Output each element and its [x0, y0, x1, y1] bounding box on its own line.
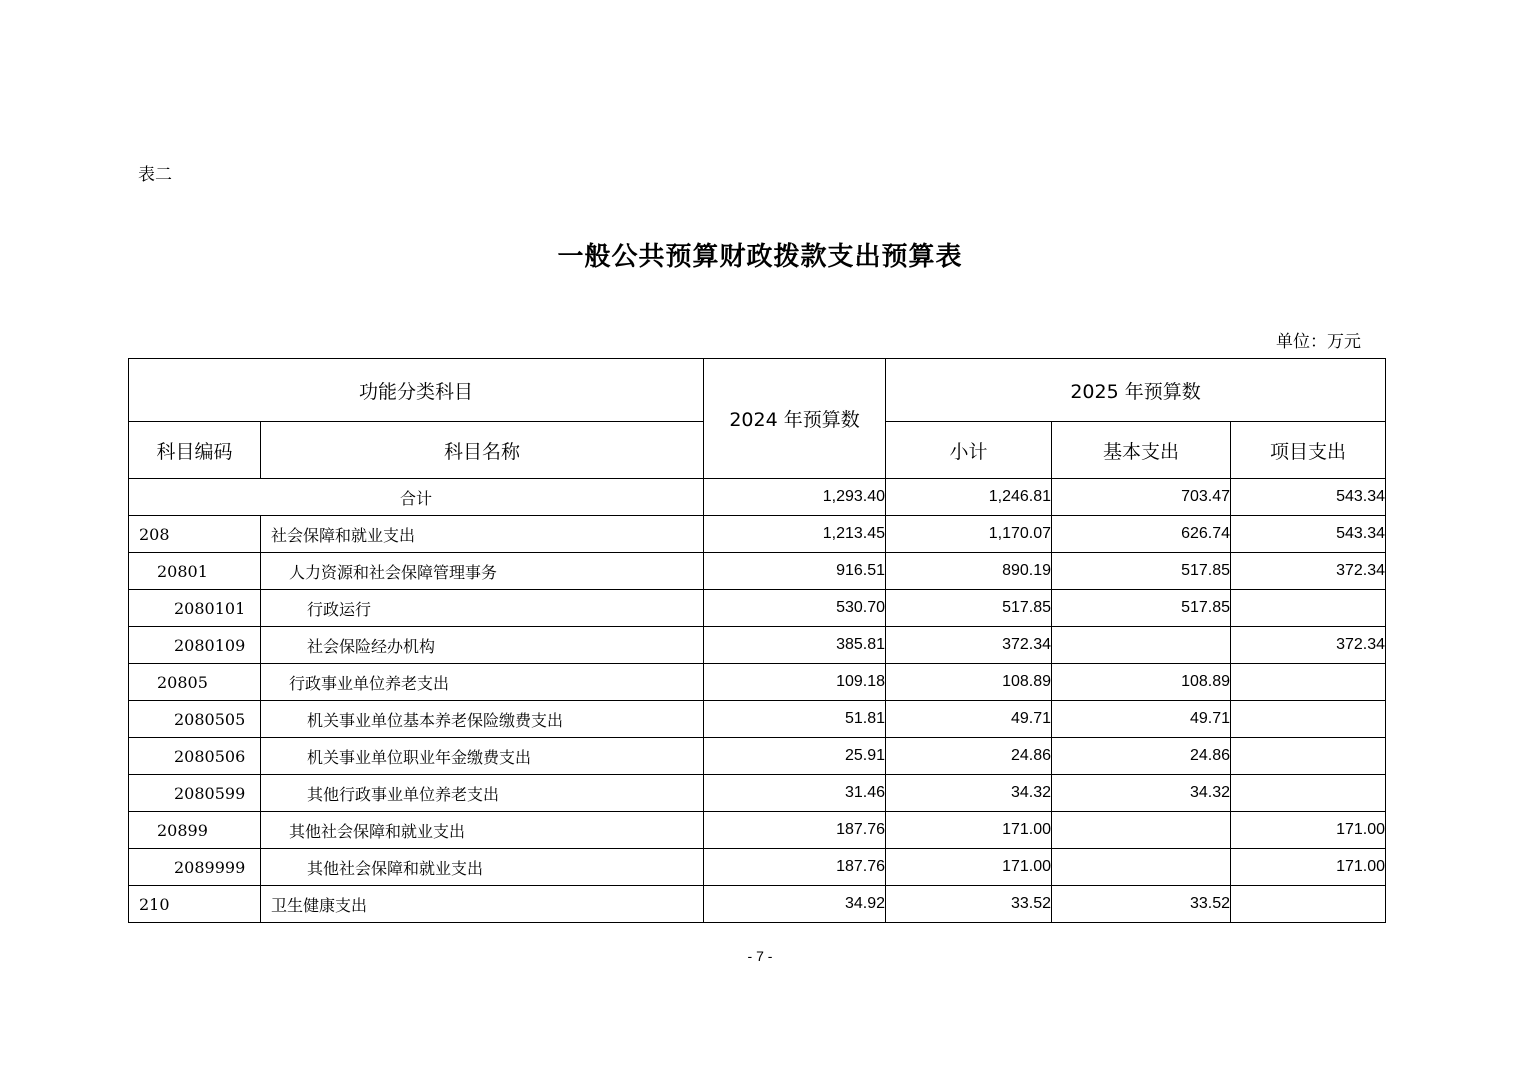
- row-budget-2024: 385.81: [704, 627, 886, 664]
- row-budget-2024: 31.46: [704, 775, 886, 812]
- total-budget-2024: 1,293.40: [704, 479, 886, 516]
- row-basic: 517.85: [1052, 590, 1231, 627]
- header-budget-2025: 2025 年预算数: [886, 359, 1386, 422]
- row-project: [1231, 886, 1386, 923]
- row-project: [1231, 590, 1386, 627]
- row-budget-2024: 51.81: [704, 701, 886, 738]
- row-subtotal: 171.00: [886, 812, 1052, 849]
- row-code: 2080101: [129, 590, 261, 627]
- total-label: 合计: [129, 479, 704, 516]
- row-code: 20899: [129, 812, 261, 849]
- row-budget-2024: 34.92: [704, 886, 886, 923]
- table-row: [129, 590, 1386, 627]
- table-row: [129, 886, 1386, 923]
- row-project: 171.00: [1231, 849, 1386, 886]
- row-subtotal: 33.52: [886, 886, 1052, 923]
- row-code: 2080599: [129, 775, 261, 812]
- row-subtotal: 372.34: [886, 627, 1052, 664]
- row-subtotal: 171.00: [886, 849, 1052, 886]
- row-name: 行政运行: [261, 590, 704, 627]
- table-row: [129, 738, 1386, 775]
- row-basic: [1052, 812, 1231, 849]
- row-name: 其他社会保障和就业支出: [261, 812, 704, 849]
- page-title: 一般公共预算财政拨款支出预算表: [557, 242, 963, 272]
- page-number: - 7 -: [747, 948, 773, 964]
- row-basic: 34.32: [1052, 775, 1231, 812]
- total-basic: 703.47: [1052, 479, 1231, 516]
- row-code: 2089999: [129, 849, 261, 886]
- row-basic: 108.89: [1052, 664, 1231, 701]
- table-row: [129, 516, 1386, 553]
- header-basic: 基本支出: [1052, 422, 1231, 479]
- row-project: 543.34: [1231, 516, 1386, 553]
- row-code: 210: [129, 886, 261, 923]
- table-row: [129, 812, 1386, 849]
- budget-table: [128, 358, 1386, 923]
- header-budget-2024: 2024 年预算数: [704, 359, 886, 479]
- row-basic: 517.85: [1052, 553, 1231, 590]
- row-project: [1231, 664, 1386, 701]
- row-code: 20805: [129, 664, 261, 701]
- row-project: [1231, 738, 1386, 775]
- header-project: 项目支出: [1231, 422, 1386, 479]
- table-number-label: 表二: [138, 165, 172, 185]
- total-project: 543.34: [1231, 479, 1386, 516]
- row-project: 372.34: [1231, 553, 1386, 590]
- row-code: 20801: [129, 553, 261, 590]
- row-project: [1231, 701, 1386, 738]
- row-subtotal: 49.71: [886, 701, 1052, 738]
- row-budget-2024: 530.70: [704, 590, 886, 627]
- row-basic: 626.74: [1052, 516, 1231, 553]
- row-budget-2024: 109.18: [704, 664, 886, 701]
- row-basic: [1052, 627, 1231, 664]
- table-row: [129, 775, 1386, 812]
- row-basic: 24.86: [1052, 738, 1231, 775]
- row-code: 2080505: [129, 701, 261, 738]
- row-project: 372.34: [1231, 627, 1386, 664]
- row-project: [1231, 775, 1386, 812]
- table-row: [129, 664, 1386, 701]
- row-subtotal: 890.19: [886, 553, 1052, 590]
- header-subtotal: 小计: [886, 422, 1052, 479]
- row-budget-2024: 187.76: [704, 849, 886, 886]
- row-name: 机关事业单位职业年金缴费支出: [261, 738, 704, 775]
- row-name: 卫生健康支出: [261, 886, 704, 923]
- row-name: 社会保障和就业支出: [261, 516, 704, 553]
- row-name: 机关事业单位基本养老保险缴费支出: [261, 701, 704, 738]
- table-row: [129, 627, 1386, 664]
- header-function-category: 功能分类科目: [129, 359, 704, 422]
- table-row: [129, 553, 1386, 590]
- table-row: [129, 849, 1386, 886]
- row-project: 171.00: [1231, 812, 1386, 849]
- table-row: [129, 701, 1386, 738]
- row-code: 208: [129, 516, 261, 553]
- row-basic: [1052, 849, 1231, 886]
- row-name: 社会保险经办机构: [261, 627, 704, 664]
- row-name: 其他行政事业单位养老支出: [261, 775, 704, 812]
- row-budget-2024: 25.91: [704, 738, 886, 775]
- row-subtotal: 34.32: [886, 775, 1052, 812]
- unit-label: 单位：万元: [1276, 332, 1361, 352]
- row-basic: 33.52: [1052, 886, 1231, 923]
- row-budget-2024: 1,213.45: [704, 516, 886, 553]
- row-code: 2080109: [129, 627, 261, 664]
- header-name: 科目名称: [261, 422, 704, 479]
- header-code: 科目编码: [129, 422, 261, 479]
- row-budget-2024: 916.51: [704, 553, 886, 590]
- row-subtotal: 517.85: [886, 590, 1052, 627]
- row-subtotal: 24.86: [886, 738, 1052, 775]
- row-subtotal: 108.89: [886, 664, 1052, 701]
- row-code: 2080506: [129, 738, 261, 775]
- row-subtotal: 1,170.07: [886, 516, 1052, 553]
- row-basic: 49.71: [1052, 701, 1231, 738]
- row-name: 行政事业单位养老支出: [261, 664, 704, 701]
- row-name: 人力资源和社会保障管理事务: [261, 553, 704, 590]
- row-budget-2024: 187.76: [704, 812, 886, 849]
- total-row: [129, 479, 1386, 516]
- total-subtotal: 1,246.81: [886, 479, 1052, 516]
- row-name: 其他社会保障和就业支出: [261, 849, 704, 886]
